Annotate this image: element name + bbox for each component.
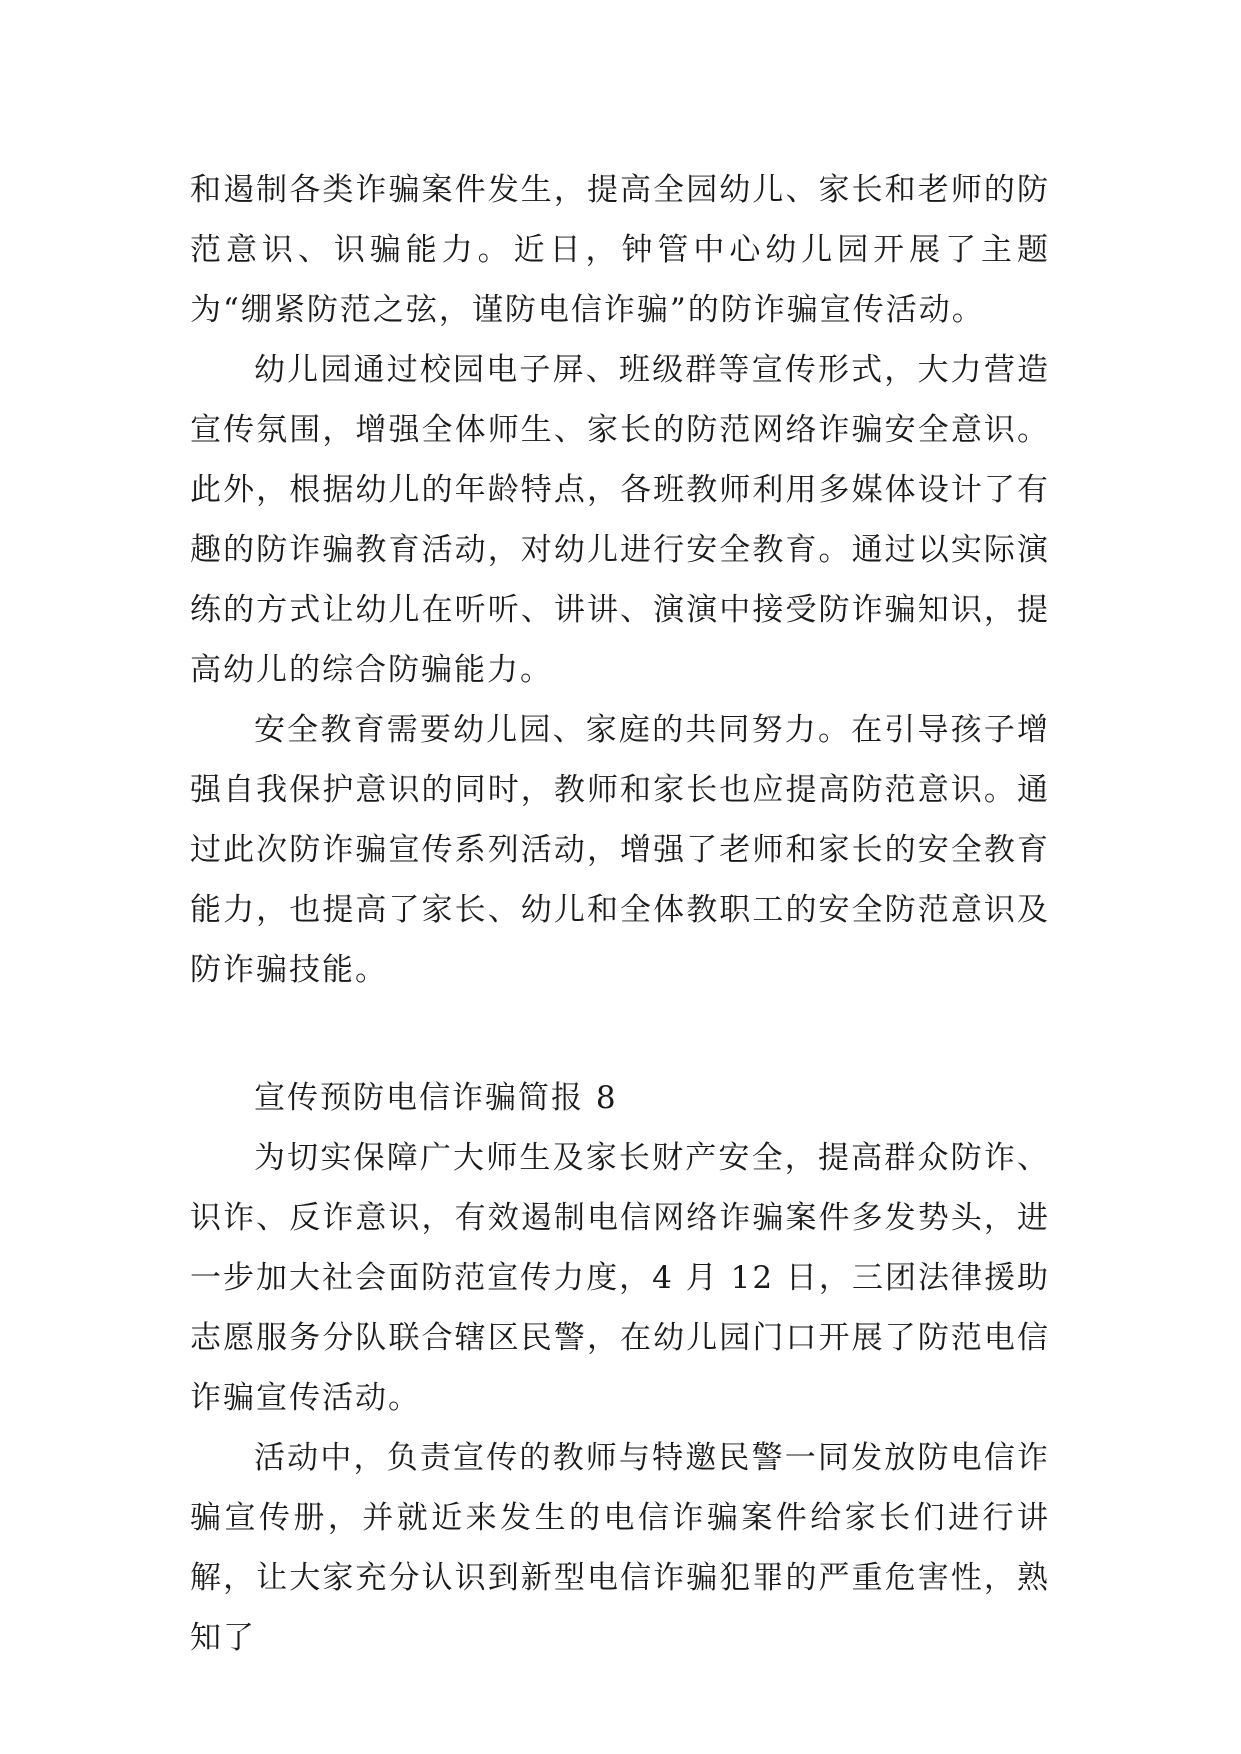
document-body	[190, 160, 1050, 1668]
paragraph-2: 幼儿园通过校园电子屏、班级群等宣传形式，大力营造宣传氛围，增强全体师生、家长的防范网络诈骗安全意识。此外，根据幼儿的年龄特点，各班教师利用多媒体设计了有趣的防诈骗教育活动，对幼儿进行安全教育。通过以实际演练的方式让幼儿在听听、讲讲、演演中接受防诈骗知识，提高幼儿的综合防骗能力。	[190, 352, 1050, 688]
paragraph-4: 为切实保障广大师生及家长财产安全，提高群众防诈、识诈、反诈意识，有效遏制电信网络诈骗案件多发势头，进一步加大社会面防范宣传力度，4 月 12 日，三团法律援助志愿服务分队联合辖区民警，在幼儿园门口开展了防范电信诈骗宣传活动。	[190, 1140, 1050, 1416]
section-heading: 宣传预防电信诈骗简报 8	[254, 1080, 618, 1116]
paragraph-3: 安全教育需要幼儿园、家庭的共同努力。在引导孩子增强自我保护意识的同时，教师和家长也应提高防范意识。通过此次防诈骗宣传系列活动，增强了老师和家长的安全教育能力，也提高了家长、幼儿和全体教职工的安全防范意识及防诈骗技能。	[190, 712, 1050, 988]
section-spacer	[190, 1000, 1050, 1068]
paragraph-5: 活动中，负责宣传的教师与特邀民警一同发放防电信诈骗宣传册，并就近来发生的电信诈骗案件给家长们进行讲解，让大家充分认识到新型电信诈骗犯罪的严重危害性，熟知了	[190, 1440, 1050, 1656]
paragraph-1: 和遏制各类诈骗案件发生，提高全园幼儿、家长和老师的防范意识、识骗能力。近日，钟管中心幼儿园开展了主题为“绷紧防范之弦，谨防电信诈骗”的防诈骗宣传活动。	[190, 172, 1050, 328]
